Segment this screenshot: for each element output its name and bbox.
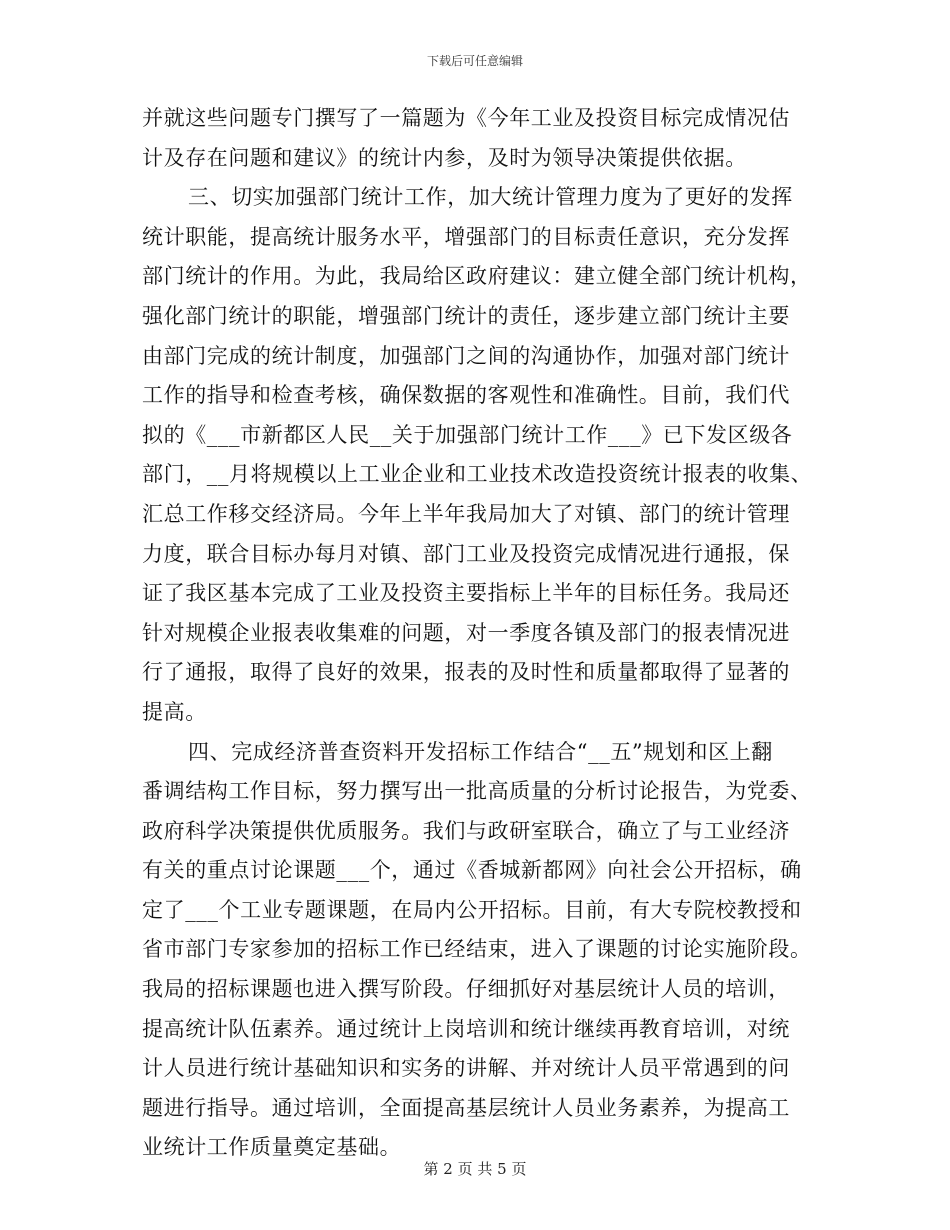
paragraph-line: 拟的《___市新都区人民__关于加强部门统计工作___》已下发区级各 xyxy=(142,422,793,447)
paragraph-line: 政府科学决策提供优质服务。我们与政研室联合，确立了与工业经济 xyxy=(142,818,790,843)
paragraph-line: 番调结构工作目标，努力撰写出一批高质量的分析讨论报告，为党委、 xyxy=(142,779,812,804)
page-number: 第 2 页 共 5 页 xyxy=(423,1160,527,1178)
paragraph-line: 行了通报，取得了良好的效果，报表的及时性和质量都取得了显著的 xyxy=(142,660,790,685)
paragraph-line: 部门，__月将规模以上工业企业和工业技术改造投资统计报表的收集、 xyxy=(142,462,813,487)
paragraph-line: 针对规模企业报表收集难的问题，对一季度各镇及部门的报表情况进 xyxy=(142,620,790,645)
paragraph-line: 计及存在问题和建议》的统计内参，及时为领导决策提供依据。 xyxy=(142,145,747,170)
paragraph-line: 强化部门统计的职能，增强部门统计的责任，逐步建立部门统计主要 xyxy=(142,303,790,328)
paragraph-line: 我局的招标课题也进入撰写阶段。仔细抓好对基层统计人员的培训， xyxy=(142,977,790,1002)
paragraph-line: 证了我区基本完成了工业及投资主要指标上半年的目标任务。我局还 xyxy=(142,581,790,606)
paragraph-line: 省市部门专家参加的招标工作已经结束，进入了课题的讨论实施阶段。 xyxy=(142,937,812,962)
paragraph-line: 统计职能，提高统计服务水平，增强部门的目标责任意识，充分发挥 xyxy=(142,224,790,249)
paragraph-line: 提高。 xyxy=(142,699,207,724)
page-header-note: 下载后可任意编辑 xyxy=(426,54,523,68)
paragraph-line: 计人员进行统计基础知识和实务的讲解、并对统计人员平常遇到的问 xyxy=(142,1056,790,1081)
paragraph-line: 题进行指导。通过培训，全面提高基层统计人员业务素养，为提高工 xyxy=(142,1095,790,1120)
paragraph-line: 由部门完成的统计制度，加强部门之间的沟通协作，加强对部门统计 xyxy=(142,343,790,368)
paragraph-line: 四、完成经济普查资料开发招标工作结合“__五”规划和区上翻 xyxy=(188,739,773,764)
paragraph-line: 业统计工作质量奠定基础。 xyxy=(142,1135,402,1160)
paragraph-line: 部门统计的作用。为此，我局给区政府建议：建立健全部门统计机构， xyxy=(142,264,812,289)
paragraph-line: 有关的重点讨论课题___个，通过《香城新都网》向社会公开招标，确 xyxy=(142,858,802,883)
paragraph-line: 三、切实加强部门统计工作，加大统计管理力度为了更好的发挥 xyxy=(188,185,793,210)
paragraph-line: 提高统计队伍素养。通过统计上岗培训和统计继续再教育培训，对统 xyxy=(142,1016,790,1041)
paragraph-line: 工作的指导和检查考核，确保数据的客观性和准确性。目前，我们代 xyxy=(142,383,790,408)
paragraph-line: 并就这些问题专门撰写了一篇题为《今年工业及投资目标完成情况估 xyxy=(142,106,790,130)
paragraph-line: 力度，联合目标办每月对镇、部门工业及投资完成情况进行通报，保 xyxy=(142,541,790,566)
paragraph-line: 定了___个工业专题课题，在局内公开招标。目前，有大专院校教授和 xyxy=(142,897,802,922)
paragraph-line: 汇总工作移交经济局。今年上半年我局加大了对镇、部门的统计管理 xyxy=(142,501,790,526)
body-text xyxy=(142,99,813,1168)
